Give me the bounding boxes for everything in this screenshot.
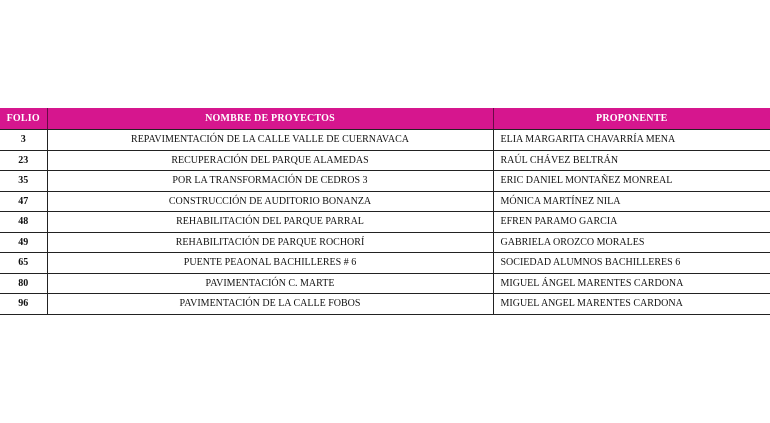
table-row [0,191,770,212]
folio-cell: 96 [0,294,47,315]
folio-cell: 47 [0,191,47,212]
project-name-cell: PAVIMENTACIÓN C. MARTE [47,273,493,294]
proponent-cell: EFREN PARAMO GARCIA [493,212,770,233]
proponent-cell: RAÚL CHÁVEZ BELTRÁN [493,150,770,171]
table-row [0,294,770,315]
table-row [0,212,770,233]
table-row [0,253,770,274]
project-name-cell: POR LA TRANSFORMACIÓN DE CEDROS 3 [47,171,493,192]
folio-cell: 80 [0,273,47,294]
proponent-cell: MÓNICA MARTÍNEZ NILA [493,191,770,212]
table-row [0,171,770,192]
header-row [0,108,770,130]
table-row [0,130,770,151]
folio-cell: 35 [0,171,47,192]
table-row [0,232,770,253]
proponent-cell: ERIC DANIEL MONTAÑEZ MONREAL [493,171,770,192]
proponent-cell: MIGUEL ANGEL MARENTES CARDONA [493,294,770,315]
table-row [0,273,770,294]
project-name-cell: RECUPERACIÓN DEL PARQUE ALAMEDAS [47,150,493,171]
header-proponent: PROPONENTE [493,108,770,130]
proponent-cell: GABRIELA OROZCO MORALES [493,232,770,253]
projects-table-container [0,108,770,315]
proponent-cell: ELIA MARGARITA CHAVARRÍA MENA [493,130,770,151]
folio-cell: 49 [0,232,47,253]
project-name-cell: PAVIMENTACIÓN DE LA CALLE FOBOS [47,294,493,315]
folio-cell: 48 [0,212,47,233]
project-name-cell: REHABILITACIÓN DE PARQUE ROCHORÍ [47,232,493,253]
project-name-cell: CONSTRUCCIÓN DE AUDITORIO BONANZA [47,191,493,212]
header-folio: FOLIO [0,108,47,130]
projects-table [0,108,770,315]
folio-cell: 23 [0,150,47,171]
project-name-cell: REPAVIMENTACIÓN DE LA CALLE VALLE DE CUERNAVACA [47,130,493,151]
table-body [0,130,770,315]
header-project-name: NOMBRE DE PROYECTOS [47,108,493,130]
project-name-cell: REHABILITACIÓN DEL PARQUE PARRAL [47,212,493,233]
proponent-cell: SOCIEDAD ALUMNOS BACHILLERES 6 [493,253,770,274]
folio-cell: 65 [0,253,47,274]
proponent-cell: MIGUEL ÁNGEL MARENTES CARDONA [493,273,770,294]
table-header [0,108,770,130]
table-row [0,150,770,171]
folio-cell: 3 [0,130,47,151]
project-name-cell: PUENTE PEAONAL BACHILLERES # 6 [47,253,493,274]
